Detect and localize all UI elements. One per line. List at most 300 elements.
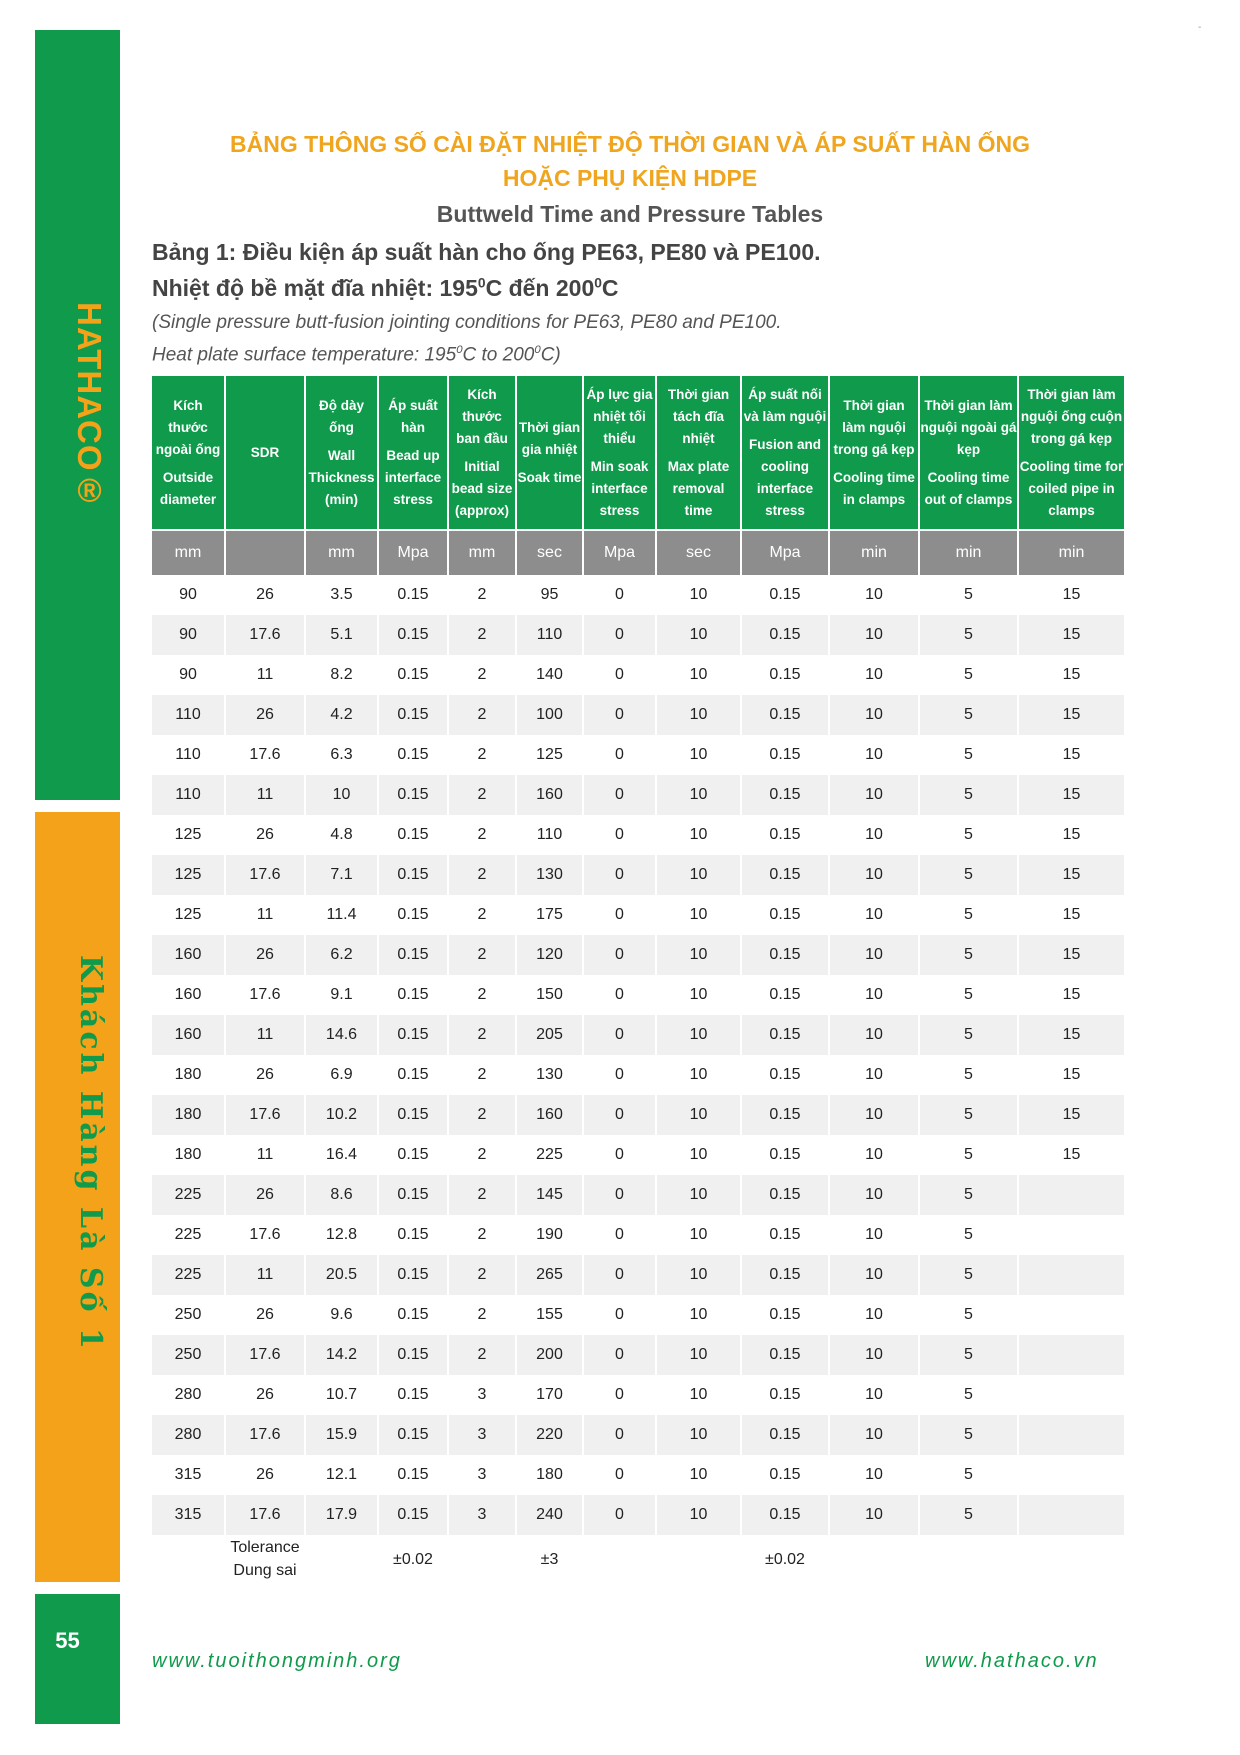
table-cell — [1018, 1415, 1124, 1455]
table-cell: 280 — [152, 1375, 225, 1415]
table-row — [152, 775, 1124, 815]
table-cell: 10 — [656, 1135, 741, 1175]
table-cell: 3 — [448, 1455, 516, 1495]
table-cell: 10 — [829, 895, 919, 935]
table-cell: 225 — [152, 1255, 225, 1295]
table-cell: 10 — [656, 1015, 741, 1055]
table-cell: 0.15 — [378, 895, 448, 935]
table-cell: 170 — [516, 1375, 583, 1415]
table-cell: 0.15 — [378, 1415, 448, 1455]
sidebar-green-bottom — [35, 1594, 120, 1724]
table-cell: 10 — [656, 1375, 741, 1415]
table-cell: 250 — [152, 1335, 225, 1375]
table-cell: 5 — [919, 1095, 1018, 1135]
table-cell: 180 — [152, 1055, 225, 1095]
table-cell: 5 — [919, 575, 1018, 615]
table-cell: 225 — [516, 1135, 583, 1175]
buttweld-table — [152, 376, 1124, 1583]
table-cell: 155 — [516, 1295, 583, 1335]
table-cell: 6.3 — [305, 735, 378, 775]
tolerance-bead-up-stress: ±0.02 — [378, 1535, 448, 1583]
table-cell: 10 — [829, 1175, 919, 1215]
table-cell: 17.6 — [225, 615, 305, 655]
table-cell: 160 — [152, 935, 225, 975]
table-cell: 0 — [583, 1495, 656, 1535]
table-cell: 8.6 — [305, 1175, 378, 1215]
table-row — [152, 615, 1124, 655]
table-cell: 10 — [656, 1055, 741, 1095]
table-cell: 0.15 — [378, 1135, 448, 1175]
table-cell — [1018, 1375, 1124, 1415]
table-cell: 0.15 — [378, 695, 448, 735]
table-cell: 0.15 — [378, 615, 448, 655]
table-cell: 15 — [1018, 735, 1124, 775]
table-cell: 5 — [919, 1295, 1018, 1335]
table-cell: 125 — [516, 735, 583, 775]
table-cell: 315 — [152, 1495, 225, 1535]
table-cell: 0.15 — [378, 1495, 448, 1535]
footer-url-right[interactable]: www.hathaco.vn — [925, 1650, 1099, 1672]
table-row — [152, 735, 1124, 775]
table-cell: 5 — [919, 1495, 1018, 1535]
table-cell: 2 — [448, 695, 516, 735]
table-cell: 205 — [516, 1015, 583, 1055]
tolerance-row — [152, 1535, 1124, 1583]
table-cell: 0.15 — [378, 1055, 448, 1095]
table-cell: 10 — [656, 775, 741, 815]
column-header: Áp suất nối và làm nguội Fusion and cooling interface stress — [741, 376, 829, 530]
table-cell: 90 — [152, 615, 225, 655]
table-cell: 0.15 — [378, 1335, 448, 1375]
table-cell: 2 — [448, 815, 516, 855]
table-cell: 0 — [583, 1175, 656, 1215]
table-cell: 200 — [516, 1335, 583, 1375]
table-cell — [1018, 1175, 1124, 1215]
table-header-row — [152, 376, 1124, 530]
table-cell: 220 — [516, 1415, 583, 1455]
table-cell: 0.15 — [378, 815, 448, 855]
table-cell: 17.6 — [225, 735, 305, 775]
table-cell: 0.15 — [741, 615, 829, 655]
table-cell: 4.8 — [305, 815, 378, 855]
heading-vi-table: Bảng 1: Điều kiện áp suất hàn cho ống PE63, PE80 và PE100. — [152, 239, 821, 265]
table-row — [152, 1335, 1124, 1375]
table-cell: 190 — [516, 1215, 583, 1255]
title-vi-line2: HOẶC PHỤ KIỆN HDPE — [502, 165, 758, 191]
table-cell: 10 — [305, 775, 378, 815]
table-cell: 0 — [583, 615, 656, 655]
table-row — [152, 1135, 1124, 1175]
column-header: SDR — [225, 376, 305, 530]
table-cell: 0.15 — [741, 1215, 829, 1255]
table-cell: 26 — [225, 815, 305, 855]
table-cell: 17.6 — [225, 1335, 305, 1375]
table-cell: 0.15 — [378, 655, 448, 695]
table-cell: 90 — [152, 575, 225, 615]
table-row — [152, 815, 1124, 855]
table-cell: 160 — [152, 1015, 225, 1055]
tolerance-soak-time: ±3 — [516, 1535, 583, 1583]
table-row — [152, 1175, 1124, 1215]
table-cell: 17.6 — [225, 1095, 305, 1135]
column-unit: mm — [305, 530, 378, 575]
table-cell: 0.15 — [378, 1095, 448, 1135]
table-row — [152, 895, 1124, 935]
table-cell: 2 — [448, 1215, 516, 1255]
table-row — [152, 1015, 1124, 1055]
table-cell: 10 — [656, 1495, 741, 1535]
table-row — [152, 1095, 1124, 1135]
table-cell — [1018, 1455, 1124, 1495]
table-cell: 10 — [656, 695, 741, 735]
table-cell: 160 — [516, 775, 583, 815]
table-cell: 0.15 — [741, 1175, 829, 1215]
table-cell: 9.6 — [305, 1295, 378, 1335]
table-cell: 0.15 — [741, 655, 829, 695]
table-cell — [1018, 1335, 1124, 1375]
table-cell: 2 — [448, 615, 516, 655]
table-cell: 5 — [919, 1175, 1018, 1215]
table-cell: 315 — [152, 1455, 225, 1495]
footer-url-left[interactable]: www.tuoithongminh.org — [152, 1650, 402, 1672]
table-cell: 10 — [829, 775, 919, 815]
table-cell: 0.15 — [378, 855, 448, 895]
table-cell: 0.15 — [378, 935, 448, 975]
table-cell: 10.2 — [305, 1095, 378, 1135]
table-cell: 3.5 — [305, 575, 378, 615]
table-row — [152, 935, 1124, 975]
table-cell: 145 — [516, 1175, 583, 1215]
table-cell: 3 — [448, 1375, 516, 1415]
column-header: Thời gian làm nguội trong gá kẹp Cooling time in clamps — [829, 376, 919, 530]
column-header: Thời gian làm nguội ngoài gá kẹp Cooling time out of clamps — [919, 376, 1018, 530]
column-unit: Mpa — [741, 530, 829, 575]
table-cell: 3 — [448, 1415, 516, 1455]
table-cell: 0 — [583, 975, 656, 1015]
table-cell: 10 — [656, 895, 741, 935]
table-cell: 0 — [583, 575, 656, 615]
table-cell: 11 — [225, 1255, 305, 1295]
table-cell: 26 — [225, 1055, 305, 1095]
table-cell: 2 — [448, 775, 516, 815]
table-cell: 2 — [448, 1055, 516, 1095]
table-cell: 0.15 — [741, 1375, 829, 1415]
table-cell: 0.15 — [741, 855, 829, 895]
table-cell: 10 — [656, 615, 741, 655]
column-header: Độ dày ống Wall Thickness (min) — [305, 376, 378, 530]
table-cell — [1018, 1215, 1124, 1255]
table-cell: 2 — [448, 1135, 516, 1175]
table-cell: 0.15 — [741, 735, 829, 775]
table-cell: 10 — [829, 1095, 919, 1135]
table-cell: 10 — [829, 815, 919, 855]
table-cell: 15 — [1018, 1095, 1124, 1135]
table-cell: 15 — [1018, 815, 1124, 855]
table-row — [152, 655, 1124, 695]
table-cell: 14.6 — [305, 1015, 378, 1055]
table-cell: 5 — [919, 895, 1018, 935]
table-row — [152, 1455, 1124, 1495]
table-cell: 0.15 — [378, 735, 448, 775]
table-cell: 11 — [225, 655, 305, 695]
table-cell: 10 — [829, 655, 919, 695]
table-cell: 5 — [919, 815, 1018, 855]
table-cell: 0.15 — [378, 975, 448, 1015]
table-cell: 15 — [1018, 1135, 1124, 1175]
table-cell: 0.15 — [741, 1495, 829, 1535]
table-cell: 0.15 — [741, 1335, 829, 1375]
table-cell: 180 — [516, 1455, 583, 1495]
table-cell: 17.6 — [225, 1215, 305, 1255]
table-cell: 0.15 — [741, 1135, 829, 1175]
table-cell: 5 — [919, 1255, 1018, 1295]
table-cell: 2 — [448, 1015, 516, 1055]
table-row — [152, 1255, 1124, 1295]
table-cell: 2 — [448, 935, 516, 975]
table-cell: 5 — [919, 775, 1018, 815]
table-cell: 7.1 — [305, 855, 378, 895]
table-cell: 0.15 — [378, 1455, 448, 1495]
table-cell: 0.15 — [378, 1295, 448, 1335]
title-en: Buttweld Time and Pressure Tables — [436, 201, 824, 227]
table-cell: 90 — [152, 655, 225, 695]
table-cell: 26 — [225, 1375, 305, 1415]
table-cell: 10 — [829, 1295, 919, 1335]
column-header: Kích thước ngoài ống Outside diameter — [152, 376, 225, 530]
table-cell: 0.15 — [741, 1055, 829, 1095]
table-cell: 5 — [919, 855, 1018, 895]
column-unit: sec — [656, 530, 741, 575]
table-cell: 2 — [448, 655, 516, 695]
table-cell: 0.15 — [741, 775, 829, 815]
table-cell: 0 — [583, 1375, 656, 1415]
table-cell: 10 — [656, 1175, 741, 1215]
table-cell: 26 — [225, 1455, 305, 1495]
table-cell: 125 — [152, 895, 225, 935]
table-row — [152, 975, 1124, 1015]
table-cell: 0 — [583, 935, 656, 975]
column-unit: Mpa — [583, 530, 656, 575]
table-cell: 15 — [1018, 695, 1124, 735]
table-cell: 130 — [516, 855, 583, 895]
table-cell: 110 — [516, 615, 583, 655]
table-cell: 10 — [829, 1215, 919, 1255]
table-cell: 4.2 — [305, 695, 378, 735]
table-cell: 240 — [516, 1495, 583, 1535]
table-cell: 0 — [583, 1295, 656, 1335]
table-cell: 0.15 — [741, 895, 829, 935]
table-cell: 95 — [516, 575, 583, 615]
table-cell: 0.15 — [741, 935, 829, 975]
table-cell: 17.6 — [225, 1415, 305, 1455]
table-cell: 0.15 — [741, 1015, 829, 1055]
table-cell: 10 — [656, 1335, 741, 1375]
table-row — [152, 1295, 1124, 1335]
table-cell: 5.1 — [305, 615, 378, 655]
table-cell: 10 — [829, 1415, 919, 1455]
table-cell: 2 — [448, 1255, 516, 1295]
table-cell: 10 — [656, 975, 741, 1015]
table-cell: 225 — [152, 1175, 225, 1215]
table-cell: 2 — [448, 1095, 516, 1135]
table-cell: 0 — [583, 1055, 656, 1095]
table-cell: 15 — [1018, 775, 1124, 815]
table-cell: 10 — [656, 1295, 741, 1335]
table-cell: 10 — [829, 1335, 919, 1375]
corner-mark: - — [1198, 22, 1202, 33]
table-cell: 0 — [583, 1215, 656, 1255]
table-cell: 17.9 — [305, 1495, 378, 1535]
table-cell: 17.6 — [225, 975, 305, 1015]
table-cell: 175 — [516, 895, 583, 935]
table-cell: 0 — [583, 1335, 656, 1375]
column-header: Thời gian làm nguội ống cuộn trong gá kẹp Cooling time for coiled pipe in clamps — [1018, 376, 1124, 530]
table-cell: 15 — [1018, 935, 1124, 975]
table-cell: 15 — [1018, 575, 1124, 615]
table-cell: 26 — [225, 935, 305, 975]
table-cell: 11 — [225, 895, 305, 935]
column-unit: Mpa — [378, 530, 448, 575]
table-cell: 10 — [656, 1095, 741, 1135]
table-cell: 10 — [829, 1495, 919, 1535]
tolerance-fusion-stress: ±0.02 — [741, 1535, 829, 1583]
table-cell: 0 — [583, 695, 656, 735]
table-cell: 130 — [516, 1055, 583, 1095]
table-cell: 10 — [656, 1215, 741, 1255]
table-cell: 5 — [919, 935, 1018, 975]
table-cell: 9.1 — [305, 975, 378, 1015]
table-cell: 0.15 — [741, 1415, 829, 1455]
table-cell: 0.15 — [741, 1455, 829, 1495]
table-cell: 0.15 — [378, 1175, 448, 1215]
table-cell: 0.15 — [741, 975, 829, 1015]
table-cell: 26 — [225, 695, 305, 735]
table-cell: 10 — [829, 1015, 919, 1055]
table-units-row — [152, 530, 1124, 575]
table-cell: 11 — [225, 1135, 305, 1175]
table-cell: 10 — [656, 655, 741, 695]
table-cell: 26 — [225, 575, 305, 615]
table-cell: 26 — [225, 1175, 305, 1215]
table-cell: 180 — [152, 1135, 225, 1175]
table-cell: 5 — [919, 615, 1018, 655]
table-cell: 10 — [829, 735, 919, 775]
table-cell: 0.15 — [378, 775, 448, 815]
table-cell: 0 — [583, 1095, 656, 1135]
column-unit: min — [829, 530, 919, 575]
brand-logo-text: HATHACO® — [71, 302, 108, 510]
column-unit: mm — [152, 530, 225, 575]
table-cell: 20.5 — [305, 1255, 378, 1295]
table-cell: 3 — [448, 1495, 516, 1535]
heading-en-table: (Single pressure butt-fusion jointing conditions for PE63, PE80 and PE100. — [152, 312, 782, 333]
table-cell: 0.15 — [741, 1295, 829, 1335]
table-cell: 125 — [152, 855, 225, 895]
table-cell: 10 — [829, 1255, 919, 1295]
slogan: Khách Hàng Là Số 1 — [73, 955, 108, 1352]
table-cell: 2 — [448, 1175, 516, 1215]
table-cell: 10 — [656, 1455, 741, 1495]
table-row — [152, 1415, 1124, 1455]
column-header: Thời gian gia nhiệt Soak time — [516, 376, 583, 530]
title-vi-line1: BẢNG THÔNG SỐ CÀI ĐẶT NHIỆT ĐỘ THỜI GIAN VÀ ÁP SUẤT HÀN ỐNG — [230, 131, 1030, 157]
table-cell: 110 — [516, 815, 583, 855]
table-cell: 10 — [829, 615, 919, 655]
table-cell: 100 — [516, 695, 583, 735]
table-cell: 10 — [656, 735, 741, 775]
table-cell: 17.6 — [225, 1495, 305, 1535]
heading-en-temperature: Heat plate surface temperature: $195^0C$ to $200^0C$) — [152, 344, 561, 366]
table-cell: 160 — [152, 975, 225, 1015]
table-cell: 0 — [583, 735, 656, 775]
table-cell: 5 — [919, 1015, 1018, 1055]
table-row — [152, 695, 1124, 735]
table-cell: 2 — [448, 895, 516, 935]
table-cell: 15 — [1018, 1055, 1124, 1095]
table-cell: 0 — [583, 775, 656, 815]
table-cell: 0 — [583, 655, 656, 695]
column-header: Áp suất hàn Bead up interface stress — [378, 376, 448, 530]
column-unit: min — [1018, 530, 1124, 575]
table-cell: 15 — [1018, 615, 1124, 655]
table-row — [152, 575, 1124, 615]
table-cell — [1018, 1255, 1124, 1295]
table-cell: 2 — [448, 855, 516, 895]
table-cell: 10 — [656, 935, 741, 975]
table-cell: 0 — [583, 1455, 656, 1495]
table-cell: 10 — [829, 855, 919, 895]
table-cell: 26 — [225, 1295, 305, 1335]
table-row — [152, 1055, 1124, 1095]
table-cell: 0 — [583, 815, 656, 855]
table-cell: 16.4 — [305, 1135, 378, 1175]
column-unit — [225, 530, 305, 575]
table-cell: 10 — [656, 855, 741, 895]
table-cell: 10 — [829, 1055, 919, 1095]
column-header: Thời gian tách đĩa nhiệt Max plate removal time — [656, 376, 741, 530]
table-cell: 5 — [919, 1455, 1018, 1495]
table-cell: 0.15 — [741, 815, 829, 855]
table-cell: 140 — [516, 655, 583, 695]
table-cell: 10 — [829, 1135, 919, 1175]
table-cell: 120 — [516, 935, 583, 975]
table-cell: 10 — [829, 1455, 919, 1495]
table-cell: 265 — [516, 1255, 583, 1295]
table-cell: 15 — [1018, 975, 1124, 1015]
table-cell: 0.15 — [378, 1255, 448, 1295]
table-cell: 2 — [448, 735, 516, 775]
table-cell: 0 — [583, 1255, 656, 1295]
table-cell: 0.15 — [378, 1375, 448, 1415]
table-cell: 0.15 — [741, 575, 829, 615]
table-cell: 5 — [919, 975, 1018, 1015]
table-cell: 0.15 — [378, 575, 448, 615]
table-cell: 14.2 — [305, 1335, 378, 1375]
column-unit: min — [919, 530, 1018, 575]
table-cell: 0 — [583, 1415, 656, 1455]
table-cell: 0.15 — [741, 695, 829, 735]
table-cell: 5 — [919, 1135, 1018, 1175]
table-cell: 11.4 — [305, 895, 378, 935]
table-cell: 280 — [152, 1415, 225, 1455]
table-cell: 15.9 — [305, 1415, 378, 1455]
table-cell: 10 — [656, 575, 741, 615]
table-cell: 6.2 — [305, 935, 378, 975]
table-cell: 10 — [829, 1375, 919, 1415]
heading-vi-temperature: Nhiệt độ bề mặt đĩa nhiệt: $195^0C$ đến $200^0C$ — [152, 275, 619, 301]
table-cell: 0 — [583, 1015, 656, 1055]
table-row — [152, 855, 1124, 895]
